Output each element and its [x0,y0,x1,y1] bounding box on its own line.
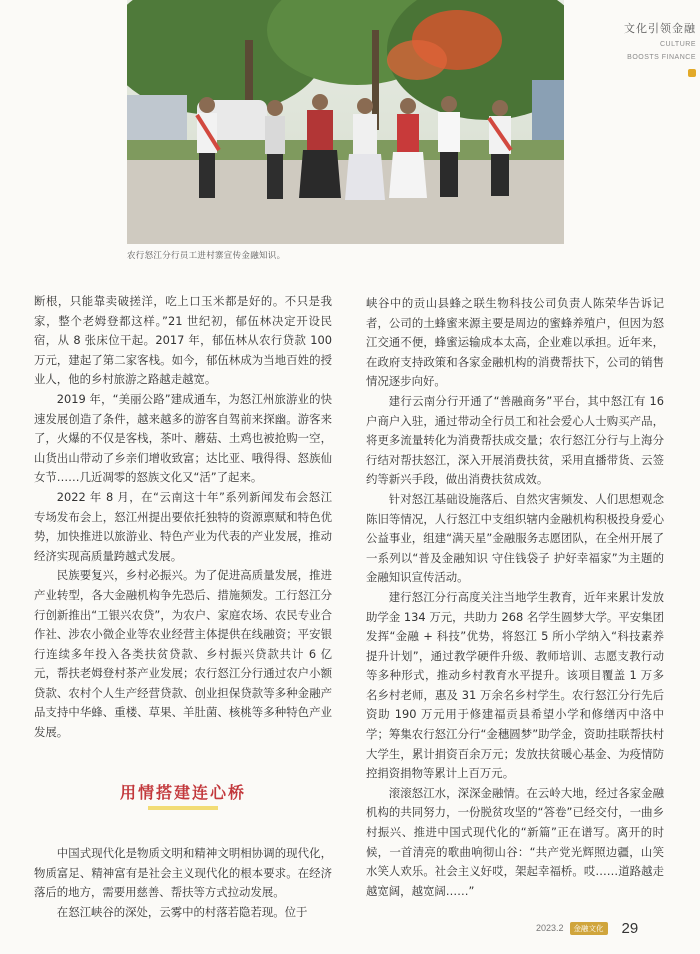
section-heading-block [34,783,332,811]
left-paragraph-5: 中国式现代化是物质文明和精神文明相协调的现代化，物质富足、精神富有是社会主义现代化的根本要求。在经济落后的地方，需要用慈善、帮扶等方式拉动发展。 [34,846,332,900]
magazine-badge: 金融文化 [570,922,608,935]
left-column [34,292,332,923]
left-paragraph-6: 在怒江峡谷的深处，云雾中的村落若隐若现。位于 [56,905,308,920]
village-street-illustration [127,0,564,244]
left-paragraph-3: 2022 年 8 月，在“云南这十年”系列新闻发布会怒江专场发布会上，怒江州提出要依托独特的资源禀赋和特色优势，加快推进以旅游业、特色产业为代表的产业发展，推动经济实现高质量跨越式发展。 [34,489,332,563]
issue-number: 2023.2 [536,923,564,933]
section-heading [34,783,332,811]
section-heading-text: 用情搭建连心桥 [119,782,246,802]
left-paragraph-2: 2019 年，“美丽公路”建成通车，为怒江州旅游业的快速发展创造了条件，越来越多的游客自驾前来探幽。游客来了，火爆的不仅是客栈，茶叶、蘑菇、土鸡也被抢购一空，山货出山带动了乡亲们增收致富；达比亚、哦得得、怒族仙女节……几近凋零的怒族文化又“活”了起来。 [34,391,332,485]
page-footer [536,918,638,938]
left-paragraph-1: 断根，只能靠卖破搓洋，吃上口玉米都是好的。不只是我家，整个老姆登都这样。”21 世纪初，郁伍林决定开设民宿，从 8 张床位干起。2017 年，郁伍林从农行贷款 100 万元，建起了第二家客栈。如今，郁伍林成为当地百姓的授业人，他的乡村旅游之路越走越宽。 [34,294,332,387]
right-paragraph-4: 建行怒江分行高度关注当地学生教育，近年来累计发放助学金 134 万元，共助力 268 名学生圆梦大学。平安集团发挥“金融 + 科技”优势，将怒江 5 所小学纳入“科技素养提升计划”，通过教学硬件升级、教师培训、志愿支教行动等多种形式，推动乡村教育水平提升。该项目覆盖 1 万多名乡村老师，惠及 31 万余名乡村学生。农行怒江分行先后资助 190 万元用于修建福贡县希望小学和修缮丙中洛中学；筹集农行怒江分行“金穗圆梦”助学金，资助挂联帮扶村大学生，累计捐资百余万元；发放扶贫暖心基金、为疫情防控捐资捐物等累计上百万元。 [366,589,664,781]
page-number: 29 [621,919,639,937]
right-paragraph-1: 峡谷中的贡山县蜂之联生物科技公司负责人陈荣华告诉记者，公司的土蜂蜜来源主要是周边的蜜蜂养殖户，但因为怒江交通不便，蜂蜜运输成本太高，企业难以承担。近年来，在政府支持政策和各家金融机构的消费帮扶下，公司的销售情况逐步向好。 [366,296,664,389]
left-paragraph-4: 民族要复兴，乡村必振兴。为了促进高质量发展，推进产业转型，各大金融机构争先恐后、措施频发。工行怒江分行创新推出“工银兴农贷”，为农户、家庭农场、农民专业合作社、涉农小微企业等农业经营主体提供在线融资；平安银行连续多年投入各类扶贫贷款、乡村振兴贷款共计 6 亿元，帮扶老姆登村茶产业发展；农行怒江分行通过农户小额贷款、农村个人生产经营贷款、创业担保贷款等多种金融产品支持中华蜂、重楼、草果、羊肚菌、核桃等多种特色产业发展。 [34,568,332,740]
right-paragraph-2: 建行云南分行开通了“善融商务”平台，其中怒江有 16 户商户入驻，通过带动全行员工和社会爱心人士购买产品，将更多流量转化为消费帮扶成交量；农行怒江分行与上海分行结对帮扶怒江，深入开展消费扶贫，采用直播带货、云签约等新兴手段，做出消费扶贫成效。 [366,393,664,487]
right-paragraph-3: 针对怒江基础设施落后、自然灾害频发、人们思想观念陈旧等情况，人行怒江中支组织辖内金融机构积极投身爱心公益事业，组建“满天星”金融服务志愿团队，在全州开展了一系列以“普及金融知识 守住钱袋子 护好幸福家”为主题的金融知识宣传活动。 [366,491,664,585]
article-photo [127,0,564,244]
section-tag-english-1: CULTURE [659,41,696,48]
right-column [366,294,664,901]
photo-caption: 农行怒江分行员工进村寨宣传金融知识。 [127,251,286,261]
section-tag-square-icon [688,69,696,77]
heading-underline [148,806,218,810]
section-tag-english-2: BOOSTS FINANCE [627,54,696,61]
section-tag-chinese: 文化引领金融 [624,22,696,35]
right-paragraph-5: 滚滚怒江水，深深金融情。在云岭大地，经过各家金融机构的共同努力，一份脱贫攻坚的“答卷”已经交付，一曲乡村振兴、推进中国式现代化的“新篇”正在谱写。离开的时候，一首清亮的歌曲响彻山谷：“共产党光辉照边疆，山笑水笑人欢乐。社会主义好哎，架起幸福桥。哎……道路越走越宽阔，越宽阔……” [366,785,664,898]
section-tag [584,20,696,81]
